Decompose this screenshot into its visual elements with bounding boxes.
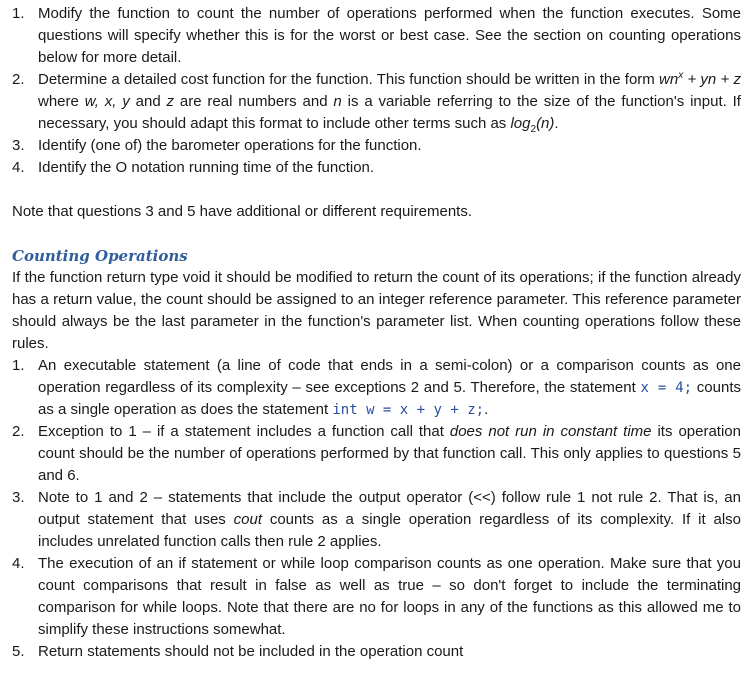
rule-text: counts as a single operation regardless of its complexity. If it also includes unrelated function calls then rule 2 applies. bbox=[38, 511, 741, 550]
rules-list bbox=[12, 355, 741, 663]
question-text: Identify (one of) the barometer operations for the function. bbox=[38, 137, 422, 154]
rule-text: Note to 1 and 2 – statements that include the output operator (<<) follow rule 1 not rule 2. That is, an output statement that uses bbox=[38, 489, 741, 528]
list-number: 3. bbox=[12, 137, 25, 154]
question-item-4 bbox=[12, 157, 741, 179]
list-number: 4. bbox=[12, 159, 25, 176]
question-item-2 bbox=[12, 69, 741, 135]
list-number: 2. bbox=[12, 423, 25, 440]
question-text: Identify the O notation running time of the function. bbox=[38, 159, 375, 176]
list-number: 1. bbox=[12, 357, 25, 374]
question-text: Modify the function to count the number of operations performed when the function executes. Some questions will specify whether this is for the worst or best case. See the section on counting operations below for more detail. bbox=[38, 5, 741, 66]
list-number: 5. bbox=[12, 643, 25, 660]
formula-exponent: x bbox=[678, 70, 684, 81]
formula-var-n: n bbox=[333, 93, 342, 110]
question-text: is a variable referring to the size of the function's input. If necessary, you should adapt this format to include other terms such as bbox=[38, 93, 741, 132]
list-number: 1. bbox=[12, 5, 25, 22]
code-snippet: x = 4; bbox=[640, 380, 693, 396]
rule-item-1 bbox=[12, 355, 741, 421]
formula-var-z: z bbox=[166, 93, 175, 110]
emphasis-text: does not run in constant time bbox=[449, 423, 652, 440]
rule-item-5 bbox=[12, 641, 741, 663]
questions-list bbox=[12, 3, 741, 179]
log-arg: (n) bbox=[536, 115, 555, 132]
section-intro: If the function return type void it should be modified to return the count of its operations; if the function already has a return value, the count should be assigned to an integer reference parameter. This reference parameter should always be the last parameter in the function's parameter list. When counting operations follow these rules. bbox=[12, 269, 741, 352]
question-item-1 bbox=[12, 3, 741, 69]
section-heading: Counting Operations bbox=[12, 247, 188, 265]
rule-text: its operation count should be the number of operations performed by that function call. This only applies to questions 5 and 6. bbox=[38, 423, 741, 484]
code-snippet: int w = x + y + z; bbox=[332, 402, 485, 418]
rule-text: counts as a single operation as does the statement bbox=[38, 379, 741, 418]
log-base: 2 bbox=[530, 124, 537, 135]
rule-item-2 bbox=[12, 421, 741, 487]
formula-rest: + yn + z bbox=[683, 71, 741, 88]
rule-item-4 bbox=[12, 553, 741, 641]
question-item-3 bbox=[12, 135, 741, 157]
list-number: 3. bbox=[12, 489, 25, 506]
question-text: are real numbers and bbox=[174, 93, 334, 110]
question-text: and bbox=[129, 93, 167, 110]
question-text: where bbox=[38, 93, 85, 110]
requirements-note: Note that questions 3 and 5 have additional or different requirements. bbox=[12, 203, 473, 220]
rule-text: Exception to 1 – if a statement includes a function call that bbox=[38, 423, 450, 440]
formula-vars: w, x, y bbox=[84, 93, 130, 110]
rule-text: An executable statement (a line of code that ends in a semi-colon) or a comparison counts as one operation regardless of its complexity – see exceptions 2 and 5. Therefore, the statement bbox=[38, 357, 741, 396]
rule-text: Return statements should not be included in the operation count bbox=[38, 643, 464, 660]
list-number: 2. bbox=[12, 71, 25, 88]
rule-item-3 bbox=[12, 487, 741, 553]
question-text: Determine a detailed cost function for the function. This function should be written in the form bbox=[38, 71, 660, 88]
formula-term: wn bbox=[659, 71, 679, 88]
log-term: log bbox=[510, 115, 531, 132]
emphasis-text: cout bbox=[233, 511, 262, 528]
list-number: 4. bbox=[12, 555, 25, 572]
rule-text: . bbox=[484, 401, 489, 418]
rule-text: The execution of an if statement or while loop comparison counts as one operation. Make sure that you count comparisons that result in false as well as true – so don't forget to include the terminating comparison for while loops. Note that there are no for loops in any of the functions as this allowed me to simplify these instructions somewhat. bbox=[38, 555, 741, 638]
question-text: . bbox=[554, 115, 559, 132]
